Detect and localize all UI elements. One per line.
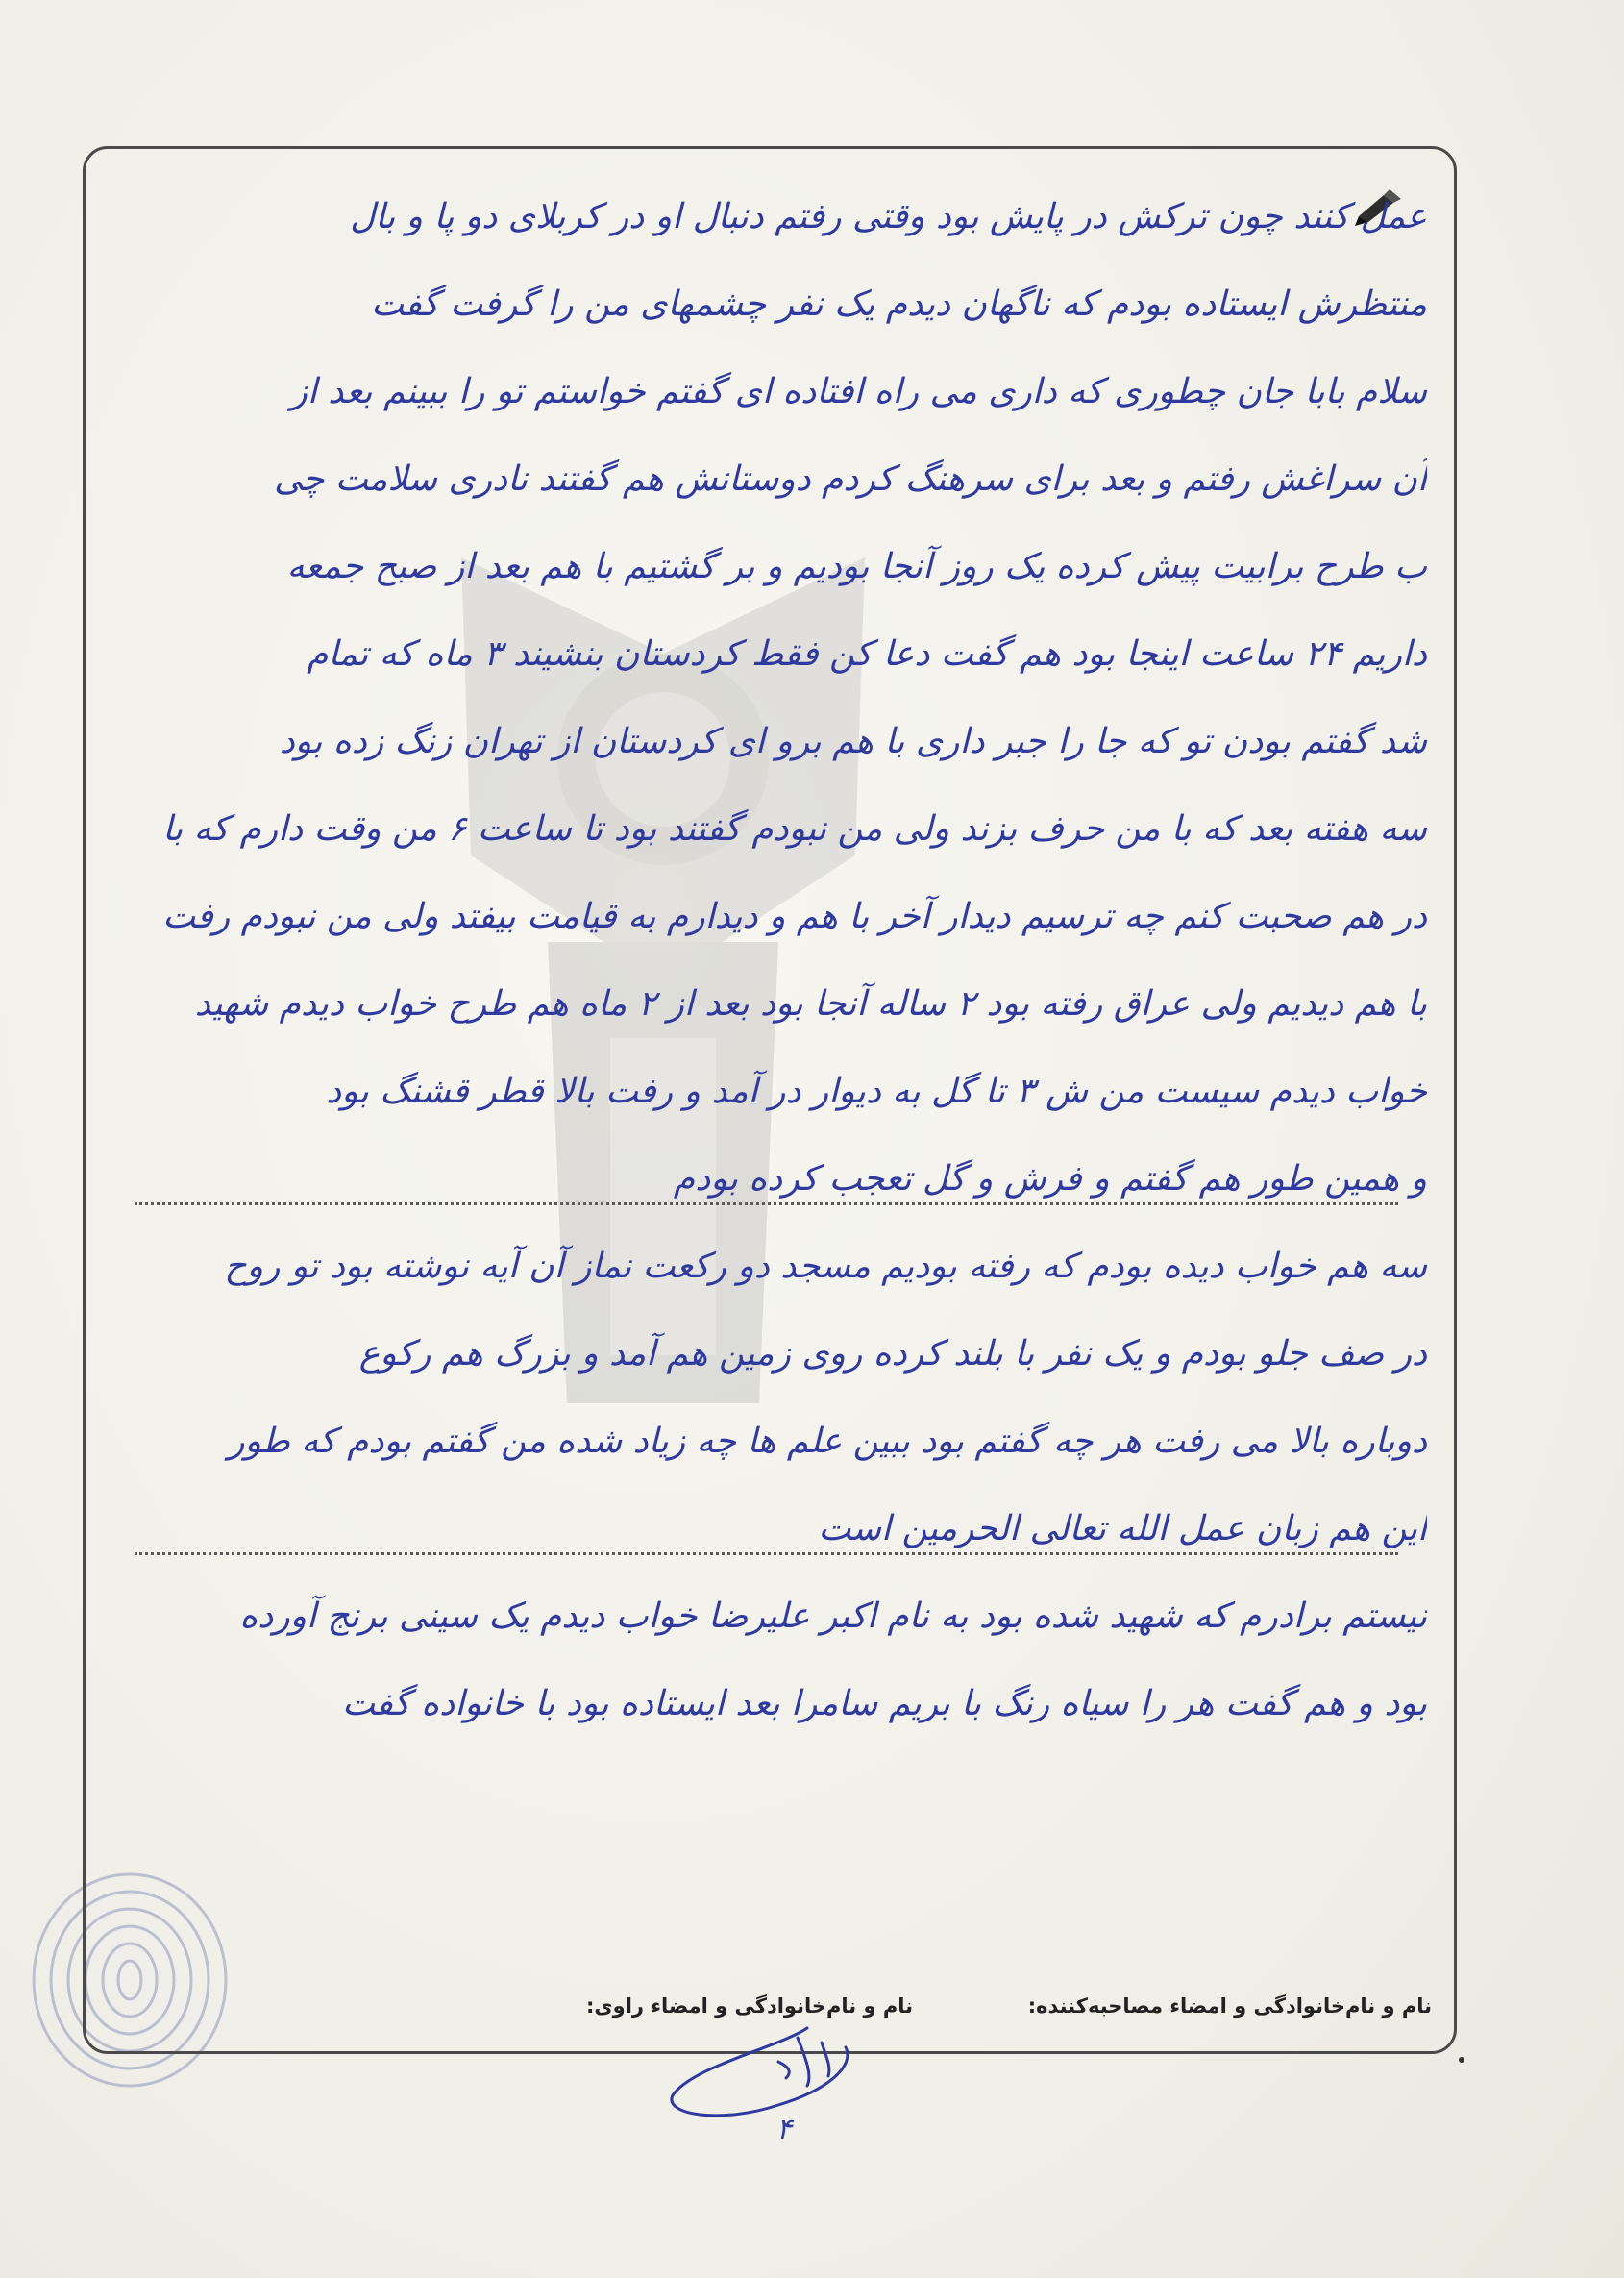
handwritten-line: در صف جلو بودم و یک نفر با بلند کرده روی زمین هم آمد و بزرگ هم رکوع: [358, 1334, 1427, 1374]
interviewer-label: نام و نام‌خانوادگی و امضاء مصاحبه‌کننده:: [1027, 1994, 1432, 2018]
handwritten-line: بود و هم گفت هر را سیاه رنگ با بریم سامرا بعد ایستاده بود با خانواده گفت: [342, 1684, 1427, 1723]
ink-dot: [1459, 2057, 1464, 2063]
handwritten-line: ب طرح برابیت پیش کرده یک روز آنجا بودیم و بر گشتیم با هم بعد از صبح جمعه: [286, 547, 1427, 586]
handwritten-line: این هم زبان عمل الله تعالی الحرمین است: [106, 1485, 1427, 1572]
handwritten-line: دوباره بالا می رفت هر چه گفتم بود ببین علم ها چه زیاد شده من گفتم بودم که طور: [228, 1422, 1427, 1461]
page-number: ۴: [776, 2113, 793, 2146]
handwritten-line: آن سراغش رفتم و بعد برای سرهنگ کردم دوستانش هم گفتند نادری سلامت چی: [274, 459, 1427, 499]
handwritten-line: با هم دیدیم ولی عراق رفته بود ۲ ساله آنجا بود بعد از ۲ ماه هم طرح خواب دیدم شهید: [194, 984, 1427, 1024]
handwritten-line: سه هفته بعد که با من حرف بزند ولی من نبودم گفتند بود تا ساعت ۶ من وقت دارم که با: [162, 809, 1427, 849]
handwritten-line: در هم صحبت کنم چه ترسیم دیدار آخر با هم و دیدارم به قیامت بیفتد ولی من نبودم رفت: [162, 897, 1427, 936]
narrator-label: نام و نام‌خانوادگی و امضاء راوی:: [586, 1994, 913, 2018]
handwritten-line: و همین طور هم گفتم و فرش و گل تعجب کرده بودم: [106, 1135, 1427, 1223]
handwritten-line: شد گفتم بودن تو که جا را جبر داری با هم برو ای کردستان از تهران زنگ زده بود: [279, 722, 1427, 761]
handwritten-line: نیستم برادرم که شهید شده بود به نام اکبر علیرضا خواب دیدم یک سینی برنج آورده: [239, 1597, 1427, 1636]
handwritten-text-block: [106, 173, 1427, 1747]
handwritten-line: منتظرش ایستاده بودم که ناگهان دیدم یک نفر چشمهای من را گرفت گفت: [371, 285, 1427, 324]
handwritten-line: داریم ۲۴ ساعت اینجا بود هم گفت دعا کن فقط کردستان بنشیند ۳ ماه که تمام: [307, 634, 1427, 674]
handwritten-line: خواب دیدم سیست من ش ۳ تا گل به دیوار در آمد و رفت بالا قطر قشنگ بود: [326, 1072, 1427, 1111]
handwritten-line: عمل کنند چون ترکش در پایش بود وقتی رفتم دنبال او در کربلای دو پا و بال: [350, 197, 1427, 236]
handwritten-line: سه هم خواب دیده بودم که رفته بودیم مسجد دو رکعت نماز آن آیه نوشته بود تو روح: [224, 1247, 1427, 1286]
handwritten-line: سلام بابا جان چطوری که داری می راه افتاده ای گفتم خواستم تو را ببینم بعد از: [290, 372, 1427, 411]
